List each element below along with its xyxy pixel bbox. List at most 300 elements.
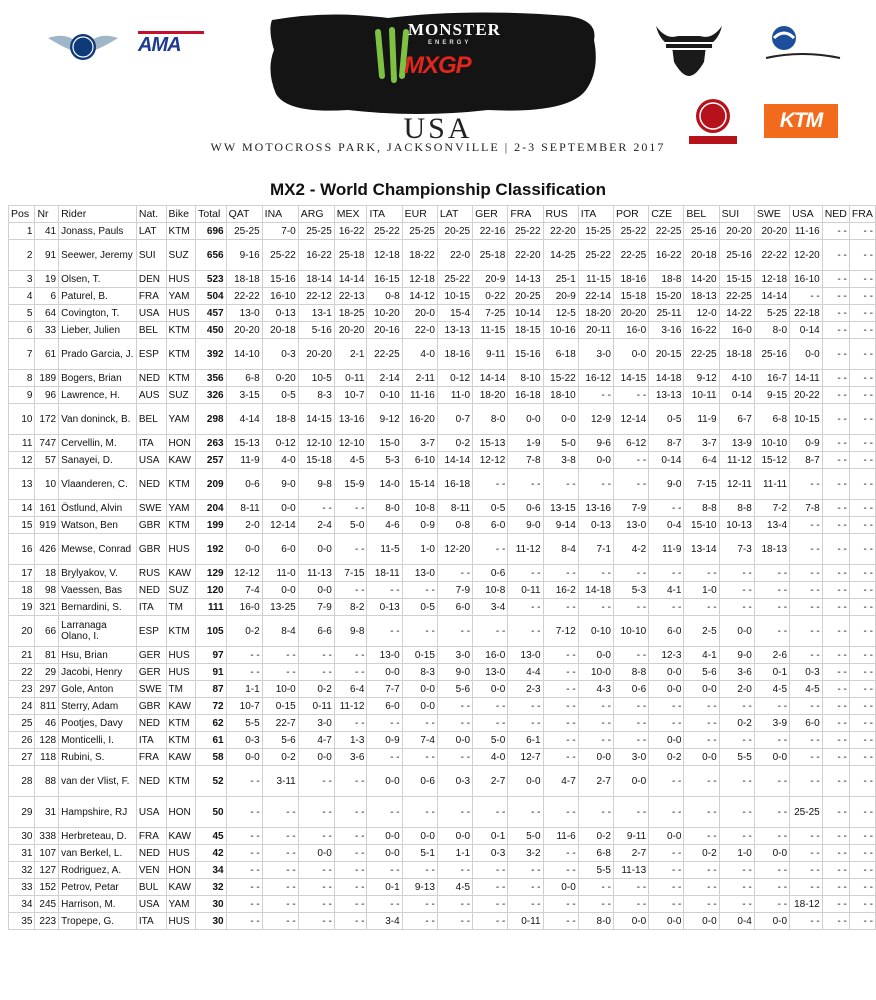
race-result-cell: 25-25	[790, 797, 823, 828]
race-result-cell: 3-0	[578, 339, 613, 370]
race-result-cell: 22-0	[402, 322, 437, 339]
race-result-cell: - -	[508, 469, 543, 500]
race-result-cell: 3-2	[508, 845, 543, 862]
race-result-cell: - -	[822, 452, 849, 469]
race-result-cell: 18-18	[226, 271, 262, 288]
rider-cell: Rubini, S.	[59, 749, 137, 766]
nation-cell: USA	[136, 896, 166, 913]
race-result-cell: - -	[578, 698, 613, 715]
race-result-cell: 7-15	[684, 469, 719, 500]
race-result-cell: - -	[226, 845, 262, 862]
race-result-cell: - -	[822, 616, 849, 647]
race-result-cell: 2-6	[754, 647, 789, 664]
race-result-cell: - -	[684, 698, 719, 715]
race-result-cell: 22-25	[684, 339, 719, 370]
race-result-cell: - -	[578, 599, 613, 616]
total-points-cell: 32	[196, 879, 226, 896]
race-result-cell: 7-8	[790, 500, 823, 517]
race-result-cell: 0-0	[367, 845, 402, 862]
race-result-cell: 2-11	[402, 370, 437, 387]
table-row	[9, 370, 876, 387]
race-result-cell: 20-18	[262, 322, 298, 339]
race-result-cell: 25-11	[649, 305, 684, 322]
race-result-cell: - -	[849, 271, 875, 288]
race-result-cell: 13-15	[543, 500, 578, 517]
bike-cell: HON	[166, 435, 196, 452]
column-header: POR	[613, 206, 648, 223]
race-result-cell: 10-0	[262, 681, 298, 698]
race-result-cell: 0-13	[367, 599, 402, 616]
race-result-cell: 0-2	[684, 845, 719, 862]
race-result-cell: 6-8	[578, 845, 613, 862]
race-result-cell: 22-25	[649, 223, 684, 240]
race-result-cell: 20-16	[367, 322, 402, 339]
total-points-cell: 199	[196, 517, 226, 534]
nation-cell: ITA	[136, 732, 166, 749]
rider-cell: Bogers, Brian	[59, 370, 137, 387]
race-result-cell: - -	[790, 288, 823, 305]
race-result-cell: - -	[849, 862, 875, 879]
race-result-cell: - -	[473, 913, 508, 930]
race-result-cell: 3-4	[367, 913, 402, 930]
race-result-cell: - -	[508, 715, 543, 732]
race-result-cell: - -	[613, 599, 648, 616]
race-result-cell: 0-2	[298, 681, 334, 698]
race-result-cell: - -	[719, 797, 754, 828]
bike-cell: KAW	[166, 879, 196, 896]
race-result-cell: - -	[613, 698, 648, 715]
race-result-cell: 13-1	[298, 305, 334, 322]
bike-cell: KTM	[166, 616, 196, 647]
race-result-cell: 22-13	[334, 288, 367, 305]
race-result-cell: 15-25	[578, 223, 613, 240]
race-result-cell: 8-0	[367, 500, 402, 517]
race-result-cell: 4-1	[684, 647, 719, 664]
race-result-cell: 12-12	[473, 452, 508, 469]
race-result-cell: - -	[822, 828, 849, 845]
race-result-cell: 1-1	[226, 681, 262, 698]
race-result-cell: 10-14	[508, 305, 543, 322]
race-result-cell: 14-20	[684, 271, 719, 288]
race-result-cell: - -	[822, 223, 849, 240]
race-result-cell: 0-6	[613, 681, 648, 698]
race-result-cell: - -	[790, 698, 823, 715]
race-result-cell: 0-0	[298, 845, 334, 862]
bike-cell: KAW	[166, 828, 196, 845]
total-points-cell: 523	[196, 271, 226, 288]
race-result-cell: 25-16	[754, 339, 789, 370]
race-result-cell: 18-20	[473, 387, 508, 404]
column-header: SWE	[754, 206, 789, 223]
race-result-cell: 0-4	[649, 517, 684, 534]
race-result-cell: - -	[508, 599, 543, 616]
race-result-cell: 8-4	[262, 616, 298, 647]
race-result-cell: 25-18	[473, 240, 508, 271]
race-result-cell: - -	[849, 845, 875, 862]
rider-cell: Prado Garcia, J.	[59, 339, 137, 370]
race-result-cell: - -	[543, 664, 578, 681]
race-result-cell: - -	[849, 749, 875, 766]
race-result-cell: - -	[613, 896, 648, 913]
number-cell: 96	[35, 387, 59, 404]
race-result-cell: - -	[790, 534, 823, 565]
rider-cell: Petrov, Petar	[59, 879, 137, 896]
table-row	[9, 517, 876, 534]
race-result-cell: - -	[473, 797, 508, 828]
race-result-cell: - -	[402, 862, 437, 879]
column-header: INA	[262, 206, 298, 223]
race-result-cell: 25-22	[578, 240, 613, 271]
race-result-cell: - -	[822, 879, 849, 896]
race-result-cell: - -	[402, 616, 437, 647]
table-row	[9, 681, 876, 698]
race-result-cell: 18-13	[684, 288, 719, 305]
race-result-cell: 16-10	[262, 288, 298, 305]
race-result-cell: 0-6	[226, 469, 262, 500]
bike-cell: YAM	[166, 500, 196, 517]
race-result-cell: 6-0	[262, 534, 298, 565]
race-result-cell: - -	[684, 715, 719, 732]
race-result-cell: 25-18	[334, 240, 367, 271]
race-result-cell: - -	[334, 879, 367, 896]
race-result-cell: 5-0	[508, 828, 543, 845]
race-result-cell: 0-0	[684, 749, 719, 766]
race-result-cell: - -	[822, 565, 849, 582]
race-result-cell: - -	[790, 749, 823, 766]
bike-cell: HUS	[166, 647, 196, 664]
race-result-cell: - -	[402, 715, 437, 732]
race-result-cell: - -	[437, 616, 472, 647]
race-result-cell: 12-0	[684, 305, 719, 322]
rider-cell: Hampshire, RJ	[59, 797, 137, 828]
race-result-cell: 14-13	[508, 271, 543, 288]
race-result-cell: 16-18	[437, 469, 472, 500]
race-result-cell: 0-13	[578, 517, 613, 534]
race-result-cell: 12-11	[719, 469, 754, 500]
total-points-cell: 87	[196, 681, 226, 698]
race-result-cell: 25-1	[543, 271, 578, 288]
race-result-cell: - -	[719, 599, 754, 616]
total-points-cell: 105	[196, 616, 226, 647]
race-result-cell: 4-5	[754, 681, 789, 698]
rider-cell: Lawrence, H.	[59, 387, 137, 404]
race-result-cell: 10-11	[684, 387, 719, 404]
race-result-cell: 13-25	[262, 599, 298, 616]
race-result-cell: - -	[790, 766, 823, 797]
race-result-cell: 3-8	[543, 452, 578, 469]
race-result-cell: 14-15	[613, 370, 648, 387]
race-result-cell: - -	[684, 828, 719, 845]
position-cell: 33	[9, 879, 35, 896]
race-result-cell: 8-7	[790, 452, 823, 469]
race-result-cell: - -	[402, 582, 437, 599]
table-row	[9, 913, 876, 930]
number-cell: 57	[35, 452, 59, 469]
race-result-cell: 12-14	[613, 404, 648, 435]
number-cell: 172	[35, 404, 59, 435]
race-result-cell: 0-2	[649, 749, 684, 766]
nation-cell: BEL	[136, 322, 166, 339]
race-result-cell: 6-0	[437, 599, 472, 616]
race-result-cell: 4-5	[790, 681, 823, 698]
race-result-cell: 13-0	[473, 664, 508, 681]
rider-cell: Paturel, B.	[59, 288, 137, 305]
race-result-cell: 20-20	[298, 339, 334, 370]
rider-cell: Jacobi, Henry	[59, 664, 137, 681]
bike-cell: KTM	[166, 766, 196, 797]
race-result-cell: - -	[437, 913, 472, 930]
race-result-cell: 0-0	[508, 404, 543, 435]
race-result-cell: 18-11	[367, 565, 402, 582]
race-result-cell: 3-16	[649, 322, 684, 339]
race-result-cell: 0-0	[684, 913, 719, 930]
race-result-cell: 18-25	[334, 305, 367, 322]
table-row	[9, 500, 876, 517]
race-result-cell: 0-0	[754, 845, 789, 862]
race-result-cell: - -	[262, 879, 298, 896]
bike-cell: KTM	[166, 517, 196, 534]
race-result-cell: - -	[543, 647, 578, 664]
race-result-cell: 5-16	[298, 322, 334, 339]
race-result-cell: 15-9	[334, 469, 367, 500]
position-cell: 18	[9, 582, 35, 599]
race-result-cell: 20-18	[684, 240, 719, 271]
number-cell: 61	[35, 339, 59, 370]
race-result-cell: 6-4	[684, 452, 719, 469]
race-result-cell: - -	[437, 715, 472, 732]
table-row	[9, 879, 876, 896]
table-row	[9, 732, 876, 749]
total-points-cell: 42	[196, 845, 226, 862]
race-result-cell: 14-0	[367, 469, 402, 500]
rider-cell: Vlaanderen, C.	[59, 469, 137, 500]
position-cell: 23	[9, 681, 35, 698]
race-result-cell: - -	[849, 339, 875, 370]
number-cell: 46	[35, 715, 59, 732]
race-result-cell: 22-22	[754, 240, 789, 271]
race-result-cell: 18-15	[508, 322, 543, 339]
race-result-cell: - -	[849, 223, 875, 240]
race-result-cell: 25-16	[719, 240, 754, 271]
race-result-cell: 20-0	[402, 305, 437, 322]
race-result-cell: 0-14	[790, 322, 823, 339]
race-result-cell: 22-25	[613, 240, 648, 271]
number-cell: 118	[35, 749, 59, 766]
bike-cell: TM	[166, 681, 196, 698]
race-result-cell: 16-10	[790, 271, 823, 288]
position-cell: 30	[9, 828, 35, 845]
race-result-cell: - -	[849, 370, 875, 387]
race-result-cell: - -	[822, 288, 849, 305]
total-points-cell: 450	[196, 322, 226, 339]
race-result-cell: 22-25	[367, 339, 402, 370]
race-result-cell: 6-18	[543, 339, 578, 370]
race-result-cell: - -	[849, 896, 875, 913]
race-result-cell: 3-0	[437, 647, 472, 664]
position-cell: 25	[9, 715, 35, 732]
race-result-cell: 12-7	[508, 749, 543, 766]
race-result-cell: 3-0	[298, 715, 334, 732]
race-result-cell: 20-15	[649, 339, 684, 370]
column-header: FRA	[849, 206, 875, 223]
race-result-cell: 7-3	[719, 534, 754, 565]
number-cell: 811	[35, 698, 59, 715]
number-cell: 10	[35, 469, 59, 500]
race-result-cell: 6-0	[367, 698, 402, 715]
nation-cell: USA	[136, 305, 166, 322]
race-result-cell: 7-25	[473, 305, 508, 322]
race-result-cell: 0-0	[790, 339, 823, 370]
race-result-cell: 10-0	[578, 664, 613, 681]
rider-cell: Bernardini, S.	[59, 599, 137, 616]
race-result-cell: 12-20	[437, 534, 472, 565]
race-result-cell: 15-13	[226, 435, 262, 452]
nation-cell: GBR	[136, 698, 166, 715]
race-result-cell: 4-0	[473, 749, 508, 766]
race-result-cell: - -	[790, 862, 823, 879]
race-result-cell: - -	[849, 599, 875, 616]
race-result-cell: 15-13	[473, 435, 508, 452]
number-cell: 66	[35, 616, 59, 647]
race-result-cell: 0-0	[367, 828, 402, 845]
table-row	[9, 223, 876, 240]
position-cell: 35	[9, 913, 35, 930]
nation-cell: RUS	[136, 565, 166, 582]
race-result-cell: 4-7	[543, 766, 578, 797]
race-result-cell: 1-0	[402, 534, 437, 565]
race-result-cell: - -	[790, 913, 823, 930]
bike-cell: HUS	[166, 534, 196, 565]
race-result-cell: 25-22	[367, 223, 402, 240]
race-result-cell: 13-0	[367, 647, 402, 664]
race-result-cell: - -	[790, 565, 823, 582]
race-result-cell: - -	[849, 288, 875, 305]
race-result-cell: - -	[613, 387, 648, 404]
rider-cell: Covington, T.	[59, 305, 137, 322]
race-result-cell: - -	[543, 896, 578, 913]
race-result-cell: - -	[822, 896, 849, 913]
race-result-cell: 11-15	[473, 322, 508, 339]
race-result-cell: 0-0	[367, 766, 402, 797]
number-cell: 919	[35, 517, 59, 534]
column-header: Rider	[59, 206, 137, 223]
race-result-cell: 7-15	[334, 565, 367, 582]
race-result-cell: 0-0	[402, 828, 437, 845]
race-result-cell: 15-10	[684, 517, 719, 534]
race-result-cell: 14-10	[226, 339, 262, 370]
race-result-cell: - -	[402, 913, 437, 930]
race-result-cell: 8-8	[719, 500, 754, 517]
race-result-cell: 9-8	[298, 469, 334, 500]
total-points-cell: 257	[196, 452, 226, 469]
race-result-cell: - -	[649, 879, 684, 896]
race-result-cell: 0-2	[719, 715, 754, 732]
rider-cell: Larranaga Olano, I.	[59, 616, 137, 647]
race-result-cell: - -	[508, 797, 543, 828]
rider-cell: Vaessen, Bas	[59, 582, 137, 599]
race-result-cell: 13-0	[226, 305, 262, 322]
race-result-cell: - -	[334, 664, 367, 681]
race-result-cell: - -	[754, 766, 789, 797]
race-result-cell: - -	[226, 647, 262, 664]
race-result-cell: - -	[849, 534, 875, 565]
race-result-cell: 8-8	[684, 500, 719, 517]
position-cell: 7	[9, 339, 35, 370]
race-result-cell: 3-9	[754, 715, 789, 732]
column-header: SUI	[719, 206, 754, 223]
race-result-cell: 0-12	[437, 370, 472, 387]
race-result-cell: - -	[684, 896, 719, 913]
race-result-cell: - -	[822, 305, 849, 322]
number-cell: 747	[35, 435, 59, 452]
race-result-cell: - -	[822, 913, 849, 930]
race-result-cell: - -	[649, 599, 684, 616]
race-result-cell: 12-10	[298, 435, 334, 452]
race-result-cell: - -	[543, 749, 578, 766]
total-points-cell: 97	[196, 647, 226, 664]
race-result-cell: - -	[649, 500, 684, 517]
race-result-cell: - -	[226, 862, 262, 879]
rider-cell: Sanayei, D.	[59, 452, 137, 469]
race-result-cell: - -	[790, 517, 823, 534]
race-result-cell: 0-0	[543, 879, 578, 896]
race-result-cell: 4-4	[508, 664, 543, 681]
race-result-cell: 0-0	[543, 404, 578, 435]
race-result-cell: - -	[822, 500, 849, 517]
race-result-cell: - -	[790, 599, 823, 616]
race-result-cell: 6-0	[649, 616, 684, 647]
column-header: GER	[473, 206, 508, 223]
column-header: LAT	[437, 206, 472, 223]
race-result-cell: 4-5	[334, 452, 367, 469]
race-result-cell: - -	[578, 387, 613, 404]
race-result-cell: 0-3	[473, 845, 508, 862]
race-result-cell: 5-3	[613, 582, 648, 599]
race-result-cell: - -	[613, 732, 648, 749]
race-result-cell: 0-13	[262, 305, 298, 322]
race-result-cell: 15-18	[613, 288, 648, 305]
race-result-cell: 0-14	[719, 387, 754, 404]
number-cell: 127	[35, 862, 59, 879]
race-result-cell: - -	[578, 469, 613, 500]
column-header: QAT	[226, 206, 262, 223]
nation-cell: NED	[136, 469, 166, 500]
race-result-cell: 10-13	[719, 517, 754, 534]
race-result-cell: 10-15	[790, 404, 823, 435]
race-result-cell: 22-20	[508, 240, 543, 271]
bike-cell: KTM	[166, 469, 196, 500]
race-result-cell: 12-10	[334, 435, 367, 452]
race-result-cell: - -	[849, 435, 875, 452]
rider-cell: Gole, Anton	[59, 681, 137, 698]
race-result-cell: 22-20	[543, 223, 578, 240]
race-result-cell: 0-0	[754, 749, 789, 766]
race-result-cell: - -	[849, 582, 875, 599]
race-result-cell: 12-3	[649, 647, 684, 664]
race-result-cell: 16-7	[754, 370, 789, 387]
race-result-cell: 6-0	[473, 517, 508, 534]
race-result-cell: 8-4	[543, 534, 578, 565]
column-header: MEX	[334, 206, 367, 223]
bike-cell: KAW	[166, 749, 196, 766]
race-result-cell: 13-9	[719, 435, 754, 452]
race-result-cell: 15-16	[262, 271, 298, 288]
race-result-cell: - -	[822, 715, 849, 732]
nation-cell: NED	[136, 845, 166, 862]
race-result-cell: 14-14	[473, 370, 508, 387]
race-result-cell: 11-0	[262, 565, 298, 582]
race-result-cell: - -	[849, 322, 875, 339]
